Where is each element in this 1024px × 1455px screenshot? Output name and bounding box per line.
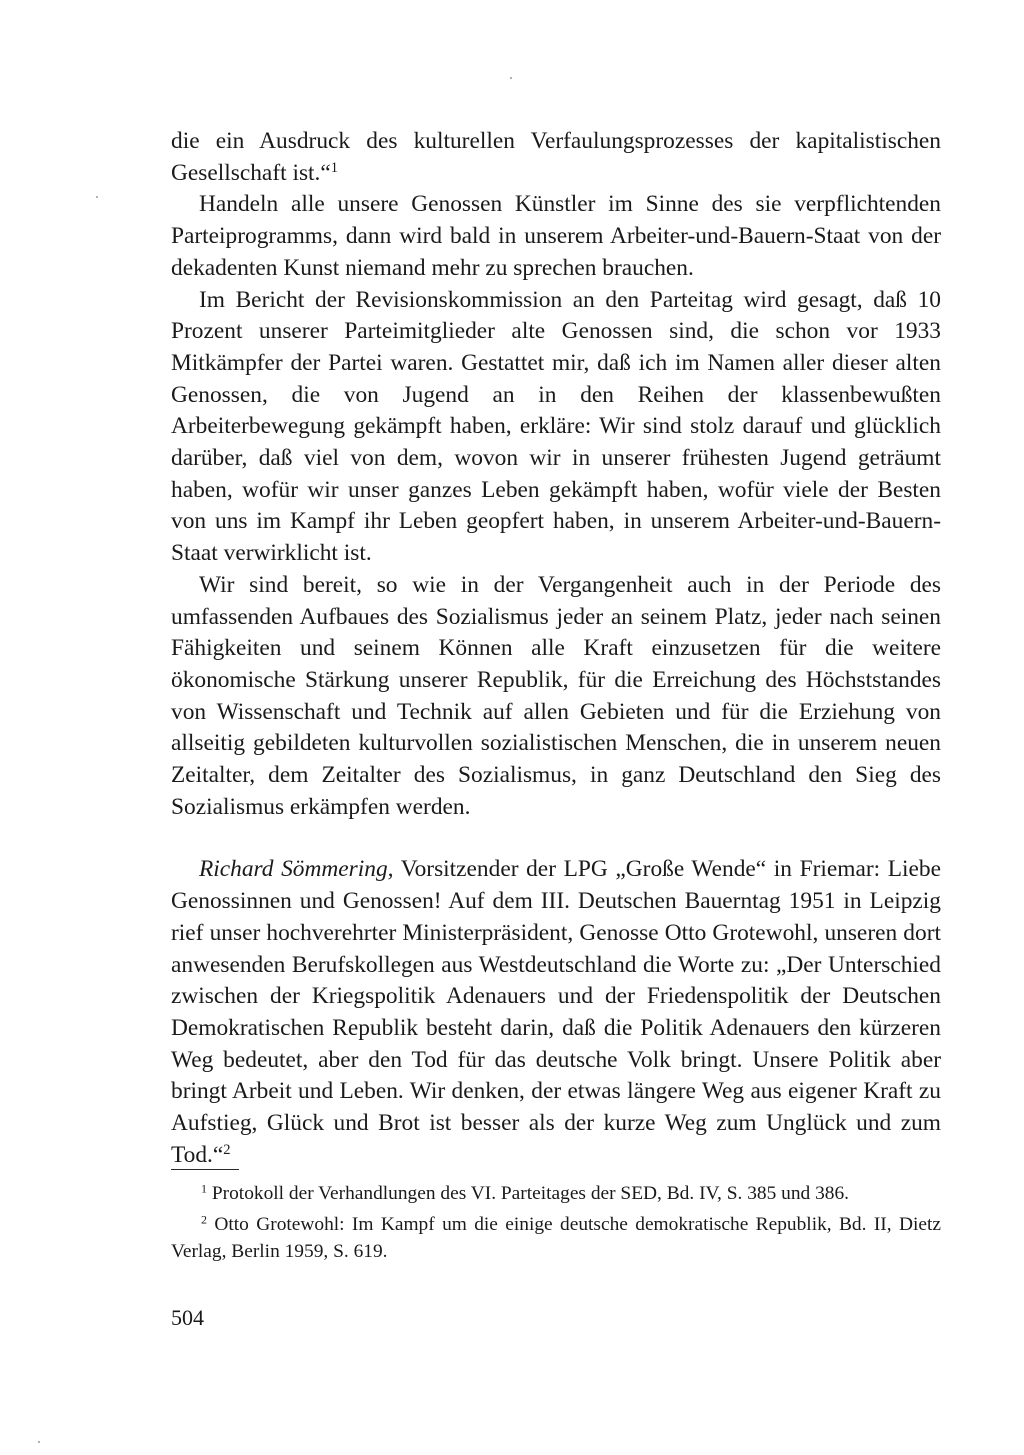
footnote <box>171 1180 941 1208</box>
footnote-separator-rule <box>171 1169 239 1170</box>
paper-speck-mark <box>38 1441 40 1443</box>
footnote-marker: 2 <box>201 1211 208 1226</box>
body-paragraph <box>171 854 941 1171</box>
paragraph-text: Vorsitzender der LPG „Große Wende“ in Friemar: Liebe Genossinnen und Genossen! Auf dem III. Deutschen Bauerntag 1951 in Leipzig rief unser hochverehrter Ministerpräsident, Genosse Otto Grotewohl, unseren dort anwesenden Berufskollegen aus Westdeutschland die Worte zu: „Der Unterschied zwischen der Kriegspolitik Adenauers und der Friedenspolitik der Deutschen Demokratischen Republik besteht darin, daß die Politik Adenauers den kürzeren Weg bedeutet, aber den Tod für das deutsche Volk bringt. Unsere Politik aber bringt Arbeit und Leben. Wir denken, der etwas längere Weg aus eigener Kraft zu Aufstieg, Glück und Brot ist besser als der kurze Weg zum Unglück und zum Tod.“ <box>171 856 942 1168</box>
footnote <box>171 1211 941 1266</box>
body-paragraph <box>171 189 941 284</box>
paragraph-text: die ein Ausdruck des kulturellen Verfaulungsprozesses der kapitalistischen Gesellschaft ist.“ <box>171 128 941 186</box>
paper-speck-mark <box>96 196 98 198</box>
paragraph-text: Wir sind bereit, so wie in der Vergangenheit auch in der Periode des umfassenden Aufbaues des Sozialismus jeder an seinem Platz, jeder nach seinen Fähigkeiten und seinem Können alle Kraft einzusetzen für die weitere ökonomische Stärkung unserer Republik, für die Erreichung des Höchststandes von Wissenschaft und Technik auf allen Gebieten und für die Erziehung von allseitig gebildeten kulturvollen sozialistischen Menschen, die in unserem neuen Zeitalter, dem Zeitalter des Sozialismus, in ganz Deutschland den Sieg des Sozialismus erkämpfen werden. <box>171 571 941 820</box>
paragraph-text: Handeln alle unsere Genossen Künstler im Sinne des sie verpflichtenden Parteiprogramms, dann wird bald in unserem Arbeiter-und-Bauern-Staat von der dekadenten Kunst niemand mehr zu sprechen brauchen. <box>171 191 941 281</box>
paragraph-spacer <box>171 823 941 854</box>
footnote-marker: 1 <box>201 1181 208 1196</box>
main-text-block <box>171 126 941 1172</box>
body-paragraph <box>171 570 941 824</box>
paragraph-text: Im Bericht der Revisionskommission an den Parteitag wird gesagt, daß 10 Prozent unserer Parteimitglieder alte Genossen sind, die schon vor 1933 Mitkämpfer der Partei waren. Gestattet mir, daß ich im Namen aller dieser alten Genossen, die von Jugend an in den Reihen der klassenbewußten Arbeiterbewegung gekämpft haben, erkläre: Wir sind stolz darauf und glücklich darüber, daß viel von dem, wovon wir in unserer frühesten Jugend geträumt haben, wofür wir unser ganzes Leben gekämpft haben, wofür viele der Besten von uns im Kampf ihr Leben geopfert haben, in unserem Arbeiter-und-Bauern-Staat verwirklicht ist. <box>171 286 941 567</box>
footnote-text: Protokoll der Verhandlungen des VI. Parteitages der SED, Bd. IV, S. 385 und 386. <box>211 1183 850 1204</box>
footnotes-block <box>171 1180 941 1269</box>
footnote-reference: 2 <box>223 1141 231 1158</box>
paper-speck-mark <box>510 77 512 79</box>
footnote-text: Otto Grotewohl: Im Kampf um die einige deutsche demokratische Republik, Bd. II, Dietz Verlag, Berlin 1959, S. 619. <box>171 1213 941 1262</box>
page-number: 504 <box>171 1305 204 1330</box>
body-paragraph <box>171 285 941 570</box>
footnote-reference: 1 <box>330 159 339 176</box>
speaker-name: Richard Sömmering, <box>199 856 394 883</box>
body-paragraph <box>171 126 941 189</box>
